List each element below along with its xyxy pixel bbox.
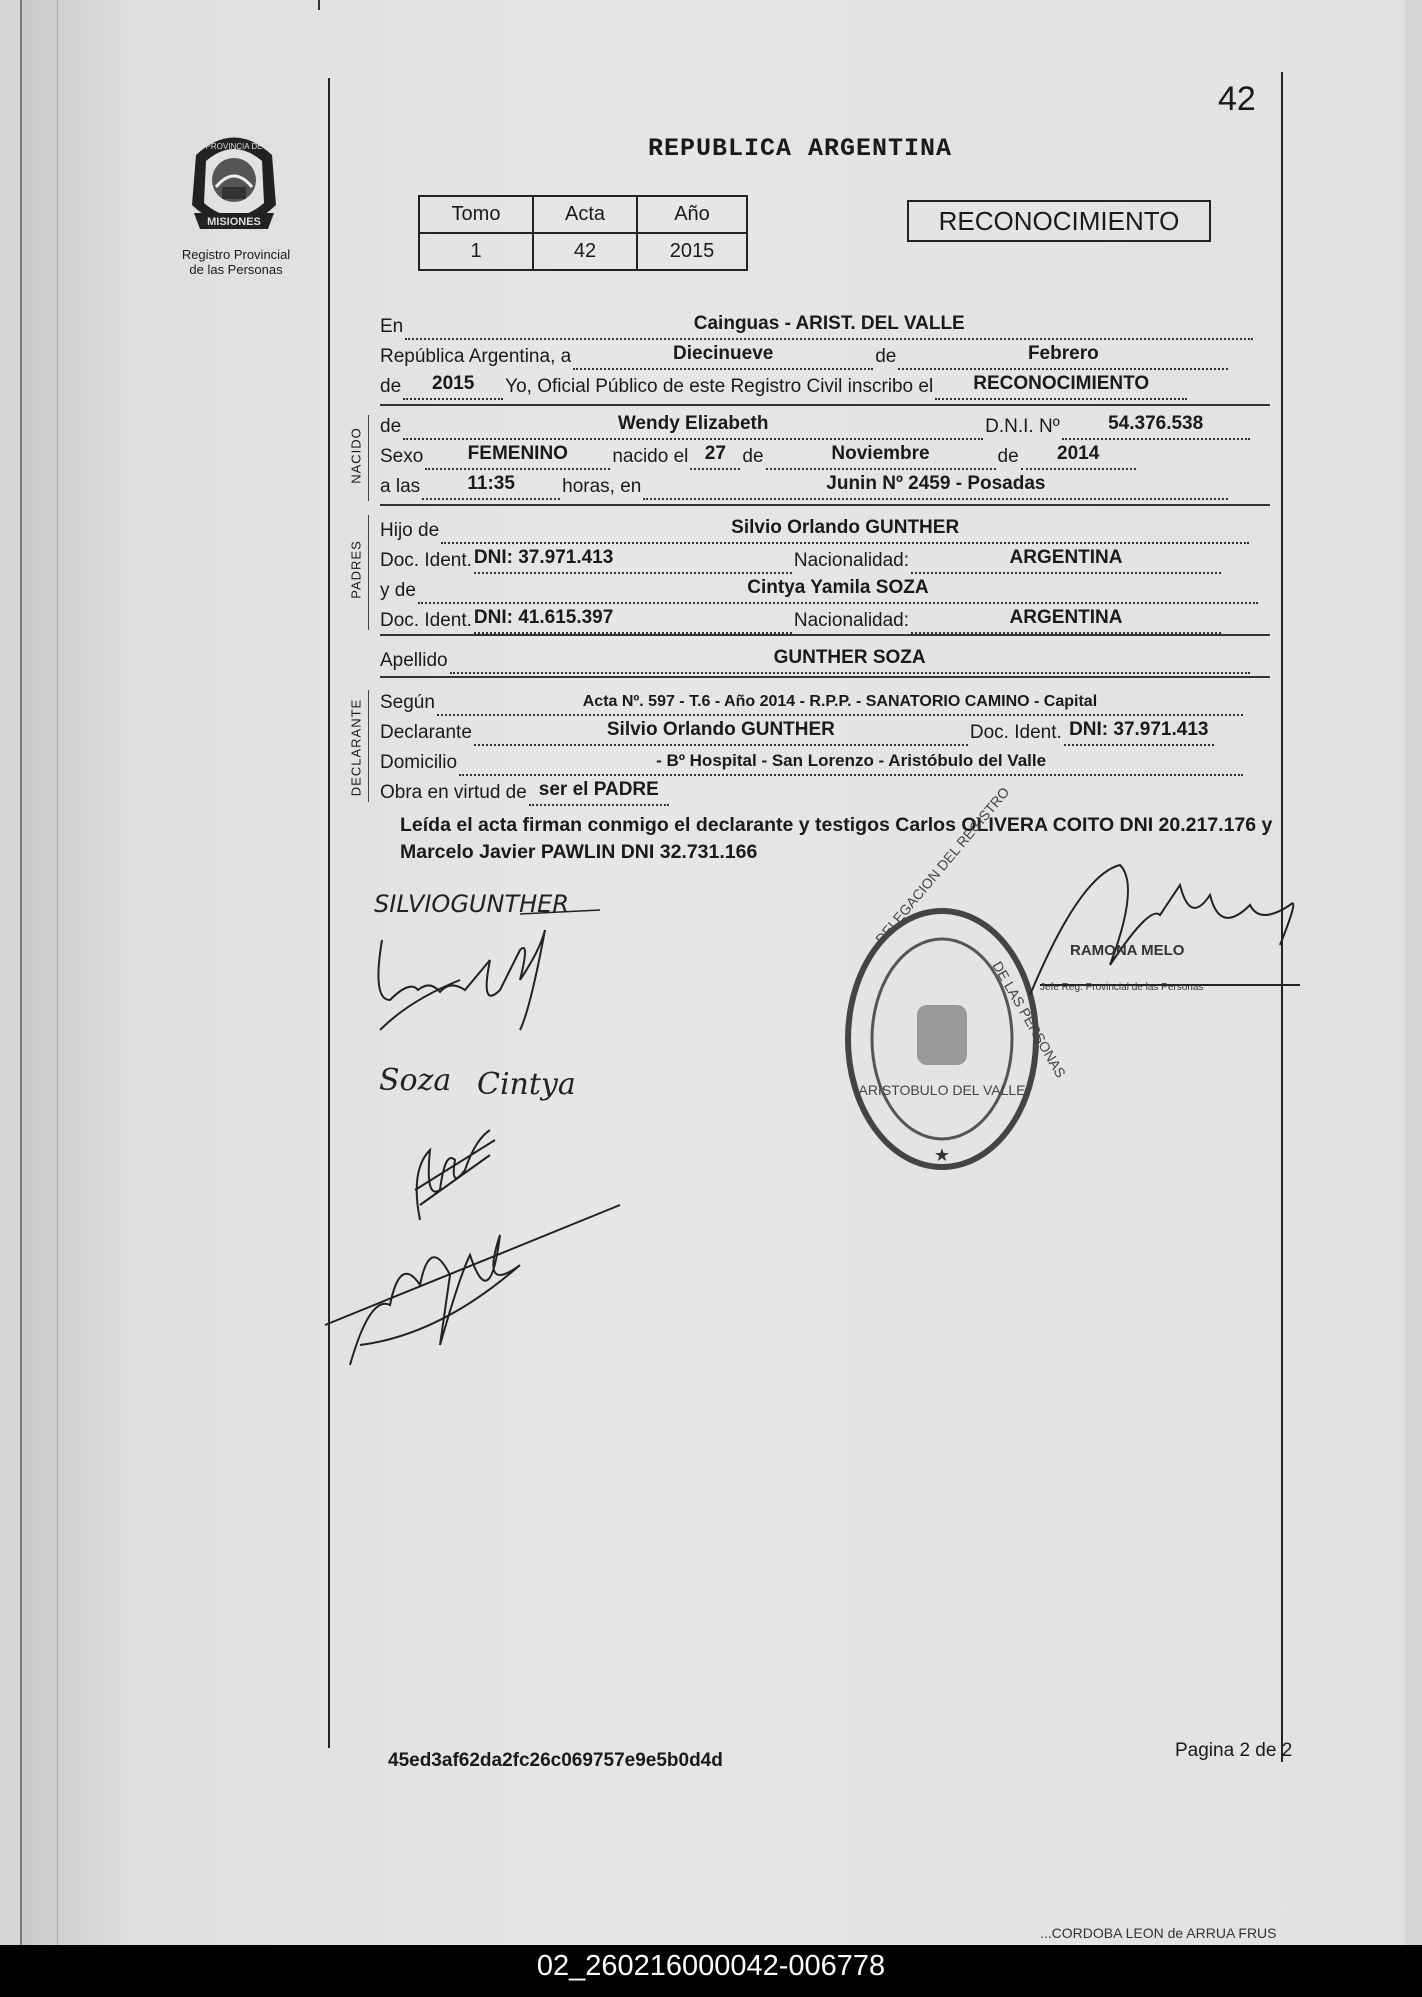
birth-place-value: Junin Nº 2459 - Posadas [826,473,1046,494]
section-rule [380,404,1270,406]
declarante-side-label: DECLARANTE [348,698,364,797]
surname-value: GUNTHER SOZA [773,647,926,668]
row-hora: a las 11:35 horas, en Junin Nº 2459 - Posadas [380,472,1230,500]
section-rule [380,676,1270,678]
row-segun: Según Acta Nº. 597 - T.6 - Año 2014 - R.P.P. - SANATORIO CAMINO - Capital [380,688,1245,716]
act-type-box: RECONOCIMIENTO [907,200,1211,242]
reference-header-row [419,196,747,233]
month-value: Febrero [1027,343,1099,364]
row-sexo: Sexo FEMENINO nacido el 27 de Noviembre de 2014 [380,442,1138,470]
father-name-value: Silvio Orlando GUNTHER [731,517,960,538]
page-count: Pagina 2 de 2 [1175,1740,1293,1761]
svg-text:SILVIOGUNTHER: SILVIOGUNTHER [374,890,569,918]
mother-handwritten-name [375,1050,595,1110]
reference-table [418,195,748,271]
birth-day-value: 27 [704,443,726,464]
svg-text:PROVINCIA DE: PROVINCIA DE [205,142,263,151]
form-frame-left [328,78,330,1748]
row-obra: Obra en virtud de ser el PADRE [380,778,671,806]
page-fold-line [57,0,58,1945]
child-name-value: Wendy Elizabeth [617,413,769,434]
row-madre: y de Cintya Yamila SOZA [380,576,1260,604]
top-tick-mark [318,0,320,10]
svg-text:Soza: Soza [379,1063,452,1098]
row-en: En Cainguas - ARIST. DEL VALLE [380,312,1255,340]
year-value: 2015 [432,373,475,394]
declarant-name-value: Silvio Orlando GUNTHER [606,719,835,740]
section-rule [380,504,1270,506]
official-signature [1020,855,1310,1025]
anio-header: Año [637,196,747,233]
svg-text:Jefe Reg. Provincial de las Pe: Jefe Reg. Provincial de las Personas [1040,982,1204,993]
svg-text:Cintya: Cintya [477,1067,576,1102]
svg-text:DELEGACION DEL REGISTRO: DELEGACION DEL REGISTRO [872,783,1013,947]
row-doc-padre: Doc. Ident. DNI: 37.971.413 Nacionalidad: ARGENTINA [380,546,1223,574]
basis-value: ser el PADRE [538,779,659,800]
anio-value: 2015 [637,233,747,270]
nacido-divider [368,415,369,501]
svg-text:MISIONES: MISIONES [207,216,261,228]
page-edge [20,0,22,1945]
row-nombre: de Wendy Elizabeth D.N.I. Nº 54.376.538 [380,412,1252,440]
source-record-value: Acta Nº. 597 - T.6 - Año 2014 - R.P.P. - SANATORIO CAMINO - Capital [582,693,1098,710]
svg-text:★: ★ [933,1145,951,1165]
father-dni-value: DNI: 37.971.413 [473,547,614,568]
row-declarante: Declarante Silvio Orlando GUNTHER Doc. Ident. DNI: 37.971.413 [380,718,1216,746]
bottom-handwriting: ...CORDOBA LEON de ARRUA FRUS [1040,1925,1277,1941]
father-nationality-value: ARGENTINA [1009,547,1123,568]
padres-side-label: PADRES [348,540,364,599]
official-round-stamp-icon [842,783,1070,1173]
mother-nationality-value: ARGENTINA [1009,607,1123,628]
page-title: REPUBLICA ARGENTINA [647,134,953,163]
svg-text:RAMONA MELO: RAMONA MELO [1070,942,1185,959]
child-dni-value: 54.376.538 [1108,413,1204,434]
page-number: 42 [1218,80,1256,118]
birth-year-value: 2014 [1057,443,1100,464]
birth-time-value: 11:35 [467,473,515,494]
row-doc-madre: Doc. Ident. DNI: 41.615.397 Nacionalidad: ARGENTINA [380,606,1223,634]
witness-signature [320,1195,630,1375]
registered-act-value: RECONOCIMIENTO [973,373,1150,394]
sex-value: FEMENINO [467,443,568,464]
tomo-header: Tomo [419,196,533,233]
tomo-value: 1 [419,233,533,270]
nacido-side-label: NACIDO [348,427,364,484]
declarant-signature [370,920,610,1040]
mother-name-value: Cintya Yamila SOZA [747,577,929,598]
reference-value-row [419,233,747,270]
declarante-divider [368,690,369,802]
row-padre: Hijo de Silvio Orlando GUNTHER [380,516,1251,544]
address-value: - Bº Hospital - San Lorenzo - Aristóbulo del Valle [656,751,1047,770]
place-value: Cainguas - ARIST. DEL VALLE [693,313,965,334]
scan-id: 02_260216000042-006778 [536,1950,886,1982]
svg-text:DE LAS PERSONAS: DE LAS PERSONAS [989,958,1070,1081]
provincia-de-misiones-seal-icon [176,125,292,239]
row-inscribo: de 2015 Yo, Oficial Público de este Registro Civil inscribo el RECONOCIMIENTO [380,372,1189,400]
day-value: Diecinueve [673,343,774,364]
closing-statement: Leída el acta firman conmigo el declarante y testigos Carlos OLIVERA COITO DNI 20.217.176 y Marcelo Javier PAWLIN DNI 32.731.166 [400,814,1273,863]
logo-caption: Registro Provincial de las Personas [181,247,291,277]
section-rule [380,634,1270,636]
svg-text:ARISTOBULO DEL VALLE: ARISTOBULO DEL VALLE [858,1082,1026,1098]
birth-month-value: Noviembre [831,443,930,464]
row-domicilio: Domicilio - Bº Hospital - San Lorenzo - Aristóbulo del Valle [380,748,1245,776]
acta-value: 42 [533,233,637,270]
mother-dni-value: DNI: 41.615.397 [473,607,614,628]
document-hash: 45ed3af62da2fc26c069757e9e5b0d4d [388,1750,723,1771]
acta-header: Acta [533,196,637,233]
row-fecha: República Argentina, a Diecinueve de Febrero [380,342,1230,370]
row-apellido: Apellido GUNTHER SOZA [380,646,1252,674]
declarant-dni-value: DNI: 37.971.413 [1069,719,1209,740]
padres-divider [368,515,369,630]
